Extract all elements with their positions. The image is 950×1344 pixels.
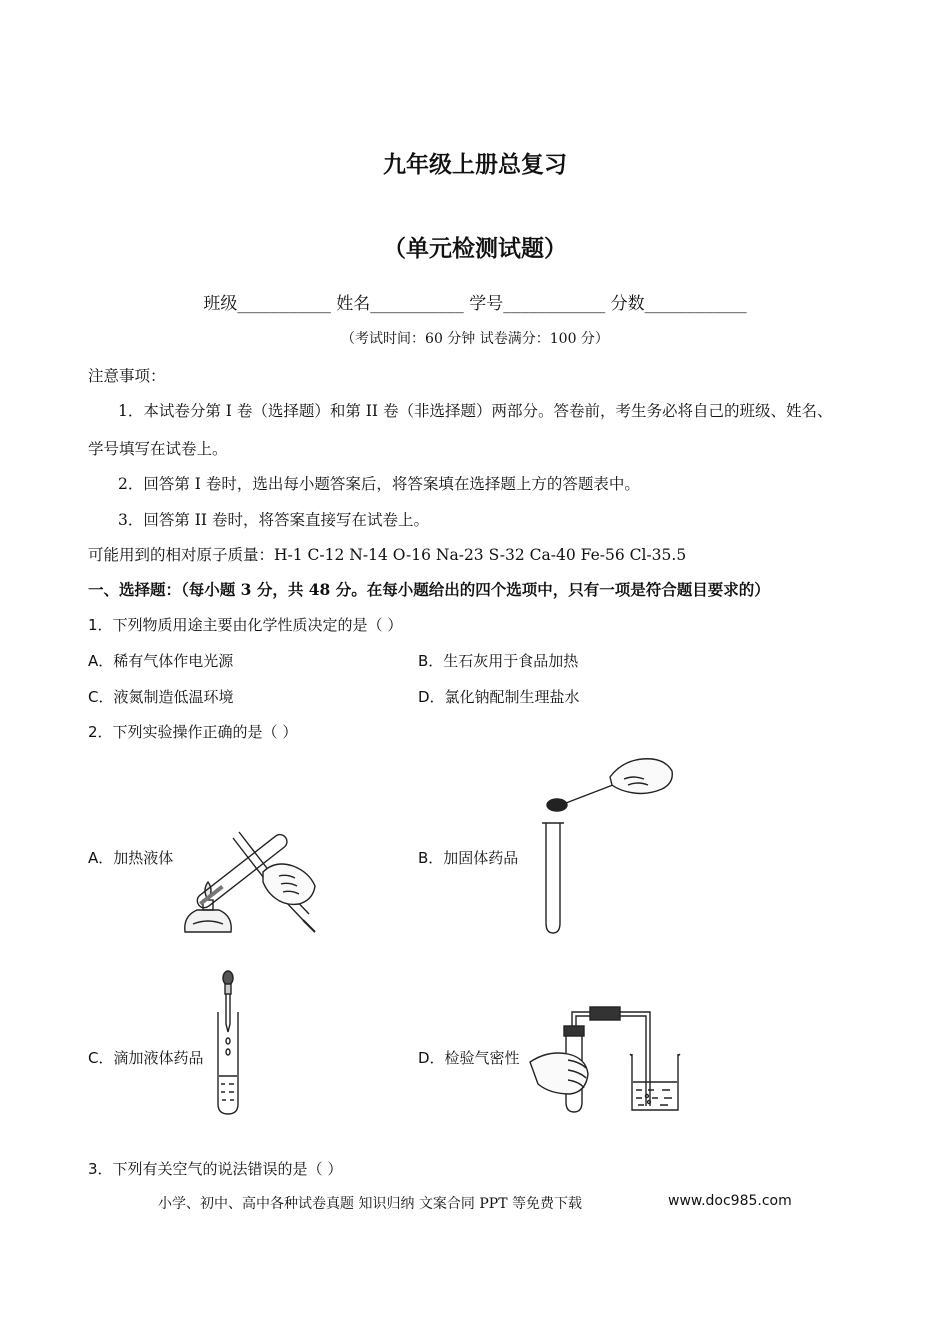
exam-time-line: （考试时间：60 分钟 试卷满分：100 分） <box>341 331 609 347</box>
footer-url[interactable]: www.doc985.com <box>668 1193 792 1209</box>
q2-option-c: C．滴加液体药品 <box>88 1049 204 1067</box>
note-item-2: 2．回答第 I 卷时，选出每小题答案后，将答案填在选择题上方的答题表中。 <box>118 475 640 493</box>
note-item-1a: 1．本试卷分第 I 卷（选择题）和第 II 卷（非选择题）两部分。答卷前，考生务必将自己的班级、姓名、 <box>118 402 833 420</box>
q2-option-d: D．检验气密性 <box>418 1049 520 1067</box>
q1-option-c: C．液氮制造低温环境 <box>88 688 234 706</box>
q2-option-b: B．加固体药品 <box>418 849 519 867</box>
q2-option-a: A．加热液体 <box>88 849 174 867</box>
page-title: 九年级上册总复习 <box>383 151 567 178</box>
question-3-stem: 3．下列有关空气的说法错误的是（ ） <box>88 1160 343 1178</box>
note-item-3: 3．回答第 II 卷时，将答案直接写在试卷上。 <box>118 511 429 529</box>
footer-text: 小学、初中、高中各种试卷真题 知识归纳 文案合同 PPT 等免费下载 <box>158 1196 582 1212</box>
question-1-stem: 1．下列物质用途主要由化学性质决定的是（ ） <box>88 616 403 634</box>
q1-option-d: D．氯化钠配制生理盐水 <box>418 688 580 706</box>
adding-solid-illustration <box>540 755 680 935</box>
student-info-line: 班级___________ 姓名___________ 学号____________ 分数____________ <box>203 294 747 314</box>
note-item-1b: 学号填写在试卷上。 <box>88 440 228 458</box>
section-heading: 一、选择题：（每小题 3 分，共 48 分。在每小题给出的四个选项中，只有一项是符合题目要求的） <box>88 580 770 599</box>
notes-heading: 注意事项： <box>88 367 166 385</box>
heating-liquid-illustration <box>175 820 325 942</box>
q1-option-a: A．稀有气体作电光源 <box>88 652 234 670</box>
dropping-liquid-illustration <box>210 968 250 1118</box>
question-2-stem: 2．下列实验操作正确的是（ ） <box>88 723 298 741</box>
page-subtitle: （单元检测试题） <box>383 235 567 262</box>
air-tightness-illustration <box>528 1002 686 1116</box>
atomic-mass-line: 可能用到的相对原子质量：H-1 C-12 N-14 O-16 Na-23 S-32 Ca-40 Fe-56 Cl-35.5 <box>88 546 687 564</box>
q1-option-b: B．生石灰用于食品加热 <box>418 652 579 670</box>
